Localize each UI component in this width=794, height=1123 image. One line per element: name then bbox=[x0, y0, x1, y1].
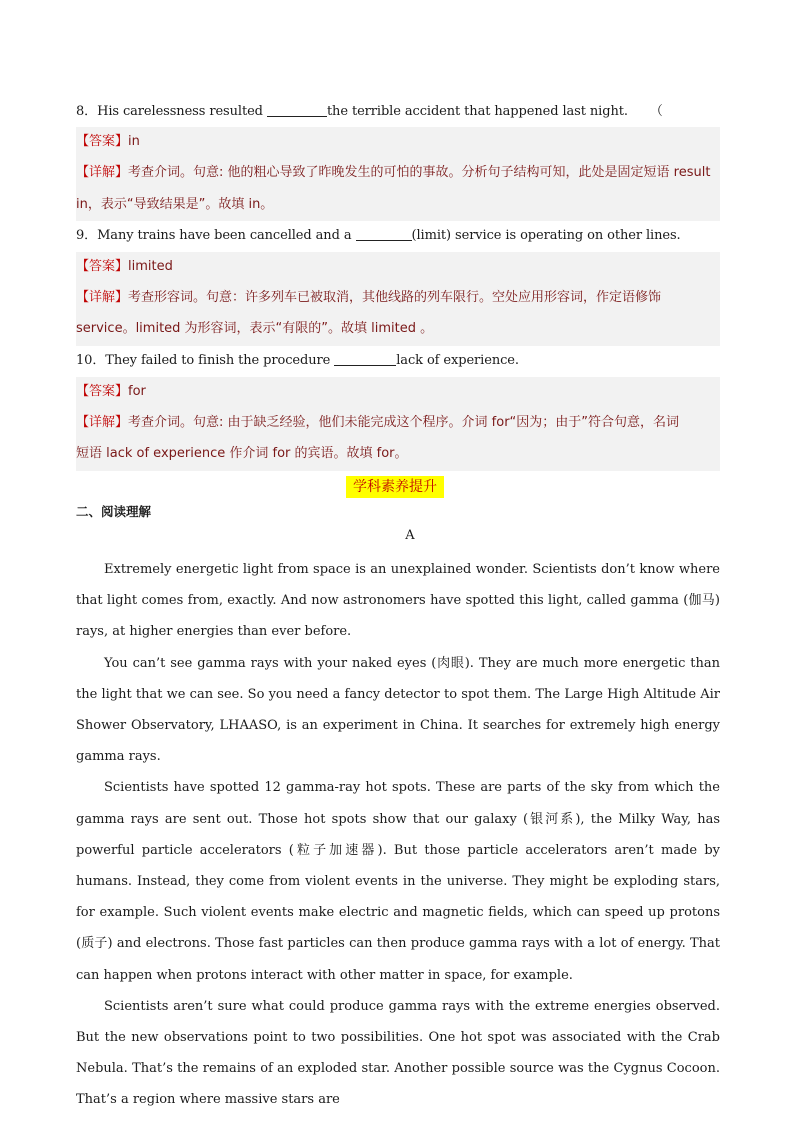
detail-line bbox=[76, 195, 273, 215]
detail-line bbox=[76, 288, 661, 308]
detail-tag: 【详解】 bbox=[76, 165, 129, 180]
answer-blank[interactable] bbox=[334, 351, 396, 366]
question-text: lack of experience. bbox=[396, 353, 519, 368]
answer-value: limited bbox=[128, 259, 173, 274]
question-10 bbox=[76, 351, 519, 371]
detail-text: 考查介词。句意: 由于缺乏经验，他们未能完成这个程序。介词 for“因为；由于”符合句意，名词 bbox=[128, 415, 680, 430]
answer-value: for bbox=[128, 384, 146, 399]
answer-value: in bbox=[128, 134, 140, 149]
paragraph: Scientists have spotted 12 gamma-ray hot spots. These are parts of the sky from which the gamma rays are sent out. Those hot spots show that our galaxy (银河系), the Milky Way, has powerful particle accelerators (粒子加速器). But those particle accelerators aren’t made by humans. Instead, they come from violent events in the universe. They might be exploding stars, for example. Such violent events make electric and magnetic fields, which can speed up protons (质子) and electrons. Those fast particles can then produce gamma rays with a lot of energy. That can happen when protons interact with other matter in space, for example. bbox=[76, 780, 720, 983]
paragraph: Extremely energetic light from space is an unexplained wonder. Scientists don’t know where that light comes from, exactly. And now astronomers have spotted this light, called gamma (伽马) rays, at higher energies than ever before. bbox=[76, 562, 720, 640]
question-text: (limit) service is operating on other lines. bbox=[411, 228, 681, 243]
detail-tag: 【详解】 bbox=[76, 415, 129, 430]
detail-tag: 【详解】 bbox=[76, 290, 129, 305]
detail-text: 短语 lack of experience 作介词 for 的宾语。故填 for。 bbox=[76, 446, 408, 461]
detail-line bbox=[76, 163, 710, 183]
question-number: 8． bbox=[76, 104, 98, 119]
answer-line bbox=[76, 257, 173, 277]
passage-label: A bbox=[405, 528, 415, 543]
detail-text: 考查形容词。句意：许多列车已被取消，其他线路的列车限行。空处应用形容词，作定语修饰 bbox=[128, 290, 662, 305]
question-text: His carelessness resulted bbox=[97, 104, 267, 119]
detail-line bbox=[76, 413, 679, 433]
question-text: Many trains have been cancelled and a bbox=[97, 228, 356, 243]
answer-line bbox=[76, 132, 140, 152]
answer-tag: 【答案】 bbox=[76, 384, 129, 399]
detail-text: service。limited 为形容词，表示“有限的”。故填 limited 。 bbox=[76, 321, 434, 336]
answer-blank[interactable] bbox=[356, 226, 412, 241]
question-8 bbox=[76, 102, 663, 122]
answer-blank[interactable] bbox=[267, 102, 327, 117]
answer-tag: 【答案】 bbox=[76, 134, 129, 149]
question-text: They failed to finish the procedure bbox=[105, 353, 335, 368]
answer-tag: 【答案】 bbox=[76, 259, 129, 274]
answer-line bbox=[76, 382, 146, 402]
question-text: the terrible accident that happened last night. bbox=[326, 104, 628, 119]
detail-line bbox=[76, 444, 408, 464]
paragraph: Scientists aren’t sure what could produce gamma rays with the extreme energies observed. But the new observations point to two possibilities. One hot spot was associated with the Crab Nebula. That’s the remains of an exploded star. Another possible source was the Cygnus Cocoon. That’s a region where massive stars are bbox=[76, 998, 720, 1108]
paragraph: You can’t see gamma rays with your naked eyes (肉眼). They are much more energetic than the light that we can see. So you need a fancy detector to spot them. The Large High Altitude Air Shower Observatory, LHAASO, is an experiment in China. It searches for extremely high energy gamma rays. bbox=[76, 655, 720, 765]
passage-body bbox=[76, 554, 720, 1116]
question-number: 10． bbox=[76, 353, 106, 368]
detail-text: 考查介词。句意: 他的粗心导致了昨晚发生的可怕的事故。分析句子结构可知，此处是固定短语 result bbox=[128, 165, 711, 180]
question-9 bbox=[76, 226, 681, 246]
question-number: 9． bbox=[76, 228, 98, 243]
detail-line bbox=[76, 319, 433, 339]
section-banner: 学科素养提升 bbox=[346, 476, 444, 498]
detail-text: in，表示“导致结果是”。故填 in。 bbox=[76, 197, 274, 212]
question-paren: （ bbox=[649, 104, 663, 119]
section-title: 二、阅读理解 bbox=[76, 504, 152, 519]
